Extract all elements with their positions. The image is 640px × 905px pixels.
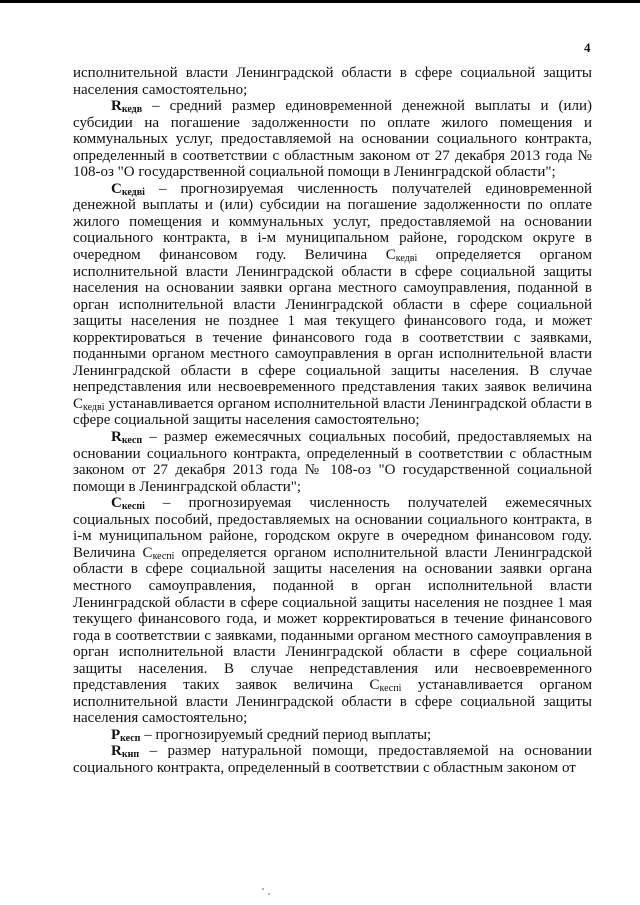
definition-text-a: – прогнозируемая численность получателей ежемесячных социальных пособий, предоставляемых на основании социального контракта, в i-м муниципальном районе, городском округе в очередном финансовом году. Величина — [73, 495, 592, 561]
term-symbol — [111, 495, 145, 511]
page-number: 4 — [584, 40, 591, 55]
term-subscript: кедв — [121, 104, 143, 116]
term-subscript: кесп — [120, 732, 141, 744]
term-symbol — [111, 98, 142, 114]
term-letter: P — [111, 726, 121, 743]
term-symbol — [111, 429, 142, 445]
term-symbol — [111, 181, 145, 197]
symbol-letter: C — [385, 247, 396, 264]
symbol-subscript: кеспi — [379, 683, 402, 695]
term-subscript: кедвi — [121, 186, 145, 198]
scan-speck — [262, 888, 264, 890]
term-letter: C — [111, 180, 122, 197]
inline-symbol — [386, 247, 418, 263]
symbol-letter: C — [369, 677, 380, 694]
definition-c-kedvi — [73, 181, 592, 429]
scan-speck — [268, 893, 270, 895]
term-subscript: кесп — [121, 435, 143, 447]
term-symbol — [111, 727, 140, 743]
paragraph-text: исполнительной власти Ленинградской области в сфере социальной защиты населения самостоятельно; — [73, 65, 592, 98]
definition-text: – размер натуральной помощи, предоставляемой на основании социального контракта, определенный в соответствии с областным законом от — [73, 743, 592, 776]
term-letter: R — [111, 98, 122, 115]
top-border-line — [0, 0, 640, 3]
term-letter: R — [111, 429, 122, 446]
symbol-subscript: кедвi — [83, 401, 105, 413]
definition-r-knp — [73, 743, 592, 776]
definition-text-a: – прогнозируемая численность получателей единовременной денежной выплаты и (или) субсидии на погашение задолженности по оплате жилого помещения и коммунальных услуг, предоставляемой на основании социального контракта, в i-м муниципальном районе, городском округе в очередном финансовом году. Величина — [73, 180, 592, 264]
definition-text-c: устанавливается органом исполнительной власти Ленинградской области в сфере социальной защиты населения самостоятельно; — [73, 677, 592, 727]
symbol-subscript: кедвi — [395, 253, 418, 265]
definition-text: – размер ежемесячных социальных пособий, предоставляемых на основании социального контракта, определенный в соответствии с областным законом от 27 декабря 2013 года № 108-оз "О государственной социальной помощи в Ленинградской области"; — [73, 429, 592, 495]
definition-text-b: определяется органом исполнительной власти Ленинградской области в сфере социальной защиты населения на основании заявки органа местного самоуправления, поданной в орган исполнительной власти Ленинградской области в сфере социальной защиты населения не позднее 1 мая текущего финансового года, и может корректироваться в течение финансового года в соответствии с заявками, поданными органом местного самоуправления в орган исполнительной власти Ленинградской области в сфере социальной защиты населения. В случае непредставления или несвоевременного представления таких заявок величина — [73, 544, 592, 694]
term-subscript: кнп — [121, 749, 140, 761]
term-letter: R — [111, 743, 122, 760]
inline-symbol — [143, 545, 175, 561]
definition-r-kesp — [73, 429, 592, 495]
term-symbol — [111, 743, 139, 759]
paragraph-continuation — [73, 65, 592, 98]
symbol-subscript: кеспi — [152, 550, 175, 562]
definition-text: – средний размер единовременной денежной выплаты и (или) субсидии на погашение задолженности по оплате жилого помещения и коммунальных услуг, предоставляемой на основании социального контракта, определенный в соответствии с областным законом от 27 декабря 2013 года № 108-оз "О государственной социальной помощи в Ленинградской области"; — [73, 98, 592, 181]
definition-p-kesp — [73, 727, 592, 744]
definition-c-kespi — [73, 495, 592, 727]
definition-r-kedv — [73, 98, 592, 181]
term-subscript: кеспi — [121, 501, 145, 513]
inline-symbol — [73, 396, 105, 412]
definition-text-c: устанавливается органом исполнительной власти Ленинградской области в сфере социальной защиты населения самостоятельно; — [73, 395, 592, 429]
symbol-letter: C — [73, 395, 84, 412]
symbol-letter: C — [142, 544, 153, 561]
term-letter: C — [111, 495, 122, 512]
definition-text: – прогнозируемый средний период выплаты; — [140, 726, 432, 743]
document-body — [73, 65, 592, 777]
inline-symbol — [369, 677, 401, 693]
definition-text-b: определяется органом исполнительной власти Ленинградской области в сфере социальной защиты населения на основании заявки органа местного самоуправления, поданной в орган исполнительной власти Ленинградской области в сфере социальной защиты населения не позднее 1 мая текущего финансового года, и может корректироваться в течение финансового года в соответствии с заявками, поданными органом местного самоуправления в орган исполнительной власти Ленинградской области в сфере социальной защиты населения. В случае непредставления или несвоевременного представления таких заявок величина — [73, 247, 592, 396]
